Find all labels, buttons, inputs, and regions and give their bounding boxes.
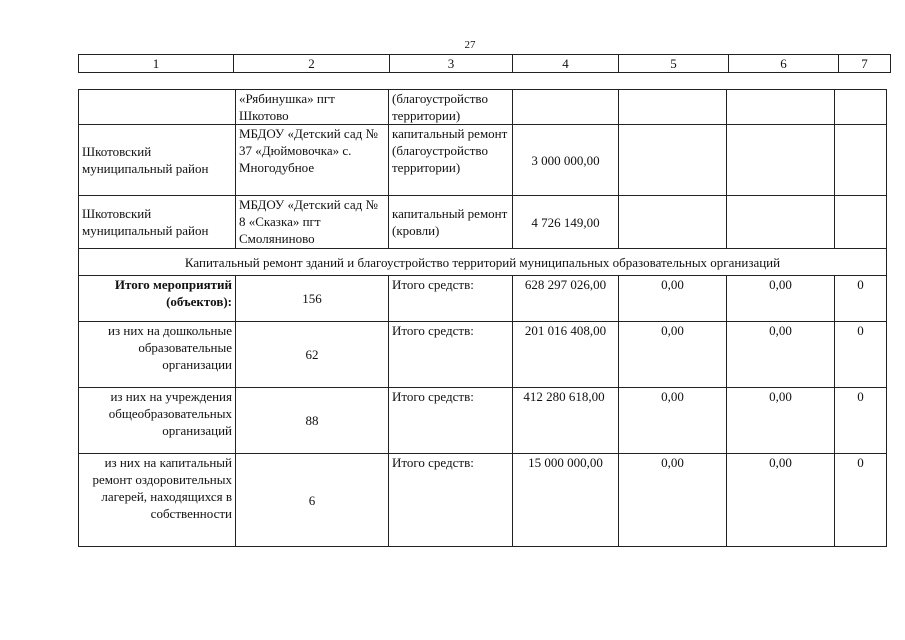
page-number: 27 bbox=[464, 39, 476, 51]
budget-table bbox=[78, 89, 887, 547]
total-amount: 201 016 408,00 bbox=[513, 322, 619, 388]
table-row bbox=[79, 125, 887, 196]
total-amount: 15 000 000,00 bbox=[513, 454, 619, 547]
table-row bbox=[79, 196, 887, 249]
total-funds-label: Итого средств: bbox=[389, 276, 513, 322]
row-col7 bbox=[835, 90, 887, 125]
total-label: из них на дошкольные образовательные организации bbox=[79, 322, 236, 388]
row-work-type: капитальный ремонт (благоустройство территории) bbox=[389, 125, 513, 196]
table-row bbox=[79, 90, 887, 125]
row-amount: 4 726 149,00 bbox=[513, 196, 619, 249]
row-institution: МБДОУ «Детский сад № 8 «Сказка» пгт Смоляниново bbox=[236, 196, 389, 249]
header-col-7: 7 bbox=[839, 55, 891, 73]
row-col5 bbox=[619, 90, 727, 125]
row-area: Шкотовский муниципальный район bbox=[79, 196, 236, 249]
total-funds-label: Итого средств: bbox=[389, 388, 513, 454]
header-col-1: 1 bbox=[79, 55, 234, 73]
total-amount: 412 280 618,00 bbox=[513, 388, 619, 454]
total-col5: 0,00 bbox=[619, 276, 727, 322]
section-title: Капитальный ремонт зданий и благоустройство территорий муниципальных образовательных организаций bbox=[79, 249, 887, 276]
row-amount: 3 000 000,00 bbox=[513, 125, 619, 196]
header-col-6: 6 bbox=[729, 55, 839, 73]
header-col-4: 4 bbox=[513, 55, 619, 73]
total-col7: 0 bbox=[835, 322, 887, 388]
row-col6 bbox=[727, 196, 835, 249]
total-col5: 0,00 bbox=[619, 322, 727, 388]
row-col7 bbox=[835, 196, 887, 249]
total-funds-label: Итого средств: bbox=[389, 322, 513, 388]
total-amount: 628 297 026,00 bbox=[513, 276, 619, 322]
total-count: 156 bbox=[236, 276, 389, 322]
row-area bbox=[79, 90, 236, 125]
total-col6: 0,00 bbox=[727, 388, 835, 454]
row-area: Шкотовский муниципальный район bbox=[79, 125, 236, 196]
total-col6: 0,00 bbox=[727, 322, 835, 388]
column-number-header bbox=[78, 54, 891, 73]
header-col-3: 3 bbox=[390, 55, 513, 73]
total-count: 88 bbox=[236, 388, 389, 454]
header-col-5: 5 bbox=[619, 55, 729, 73]
total-row bbox=[79, 276, 887, 322]
row-work-type: капитальный ремонт (кровли) bbox=[389, 196, 513, 249]
total-col6: 0,00 bbox=[727, 454, 835, 547]
total-funds-label: Итого средств: bbox=[389, 454, 513, 547]
total-count: 62 bbox=[236, 322, 389, 388]
row-col7 bbox=[835, 125, 887, 196]
total-col5: 0,00 bbox=[619, 454, 727, 547]
total-col7: 0 bbox=[835, 276, 887, 322]
total-col7: 0 bbox=[835, 388, 887, 454]
row-work-type: (благоустройство территории) bbox=[389, 90, 513, 125]
row-col6 bbox=[727, 125, 835, 196]
row-amount bbox=[513, 90, 619, 125]
section-title-row bbox=[79, 249, 887, 276]
header-row bbox=[79, 55, 891, 73]
total-count: 6 bbox=[236, 454, 389, 547]
row-institution: МБДОУ «Детский сад № 37 «Дюймовочка» с. Многодубное bbox=[236, 125, 389, 196]
row-col5 bbox=[619, 125, 727, 196]
total-label: из них на учреждения общеобразовательных организаций bbox=[79, 388, 236, 454]
row-col5 bbox=[619, 196, 727, 249]
total-row bbox=[79, 388, 887, 454]
row-col6 bbox=[727, 90, 835, 125]
row-institution: «Рябинушка» пгт Шкотово bbox=[236, 90, 389, 125]
total-row bbox=[79, 322, 887, 388]
total-col6: 0,00 bbox=[727, 276, 835, 322]
total-row bbox=[79, 454, 887, 547]
total-col7: 0 bbox=[835, 454, 887, 547]
total-label: Итого мероприятий (объектов): bbox=[79, 276, 236, 322]
total-col5: 0,00 bbox=[619, 388, 727, 454]
header-col-2: 2 bbox=[234, 55, 390, 73]
total-label: из них на капитальный ремонт оздоровительных лагерей, находящихся в собственности bbox=[79, 454, 236, 547]
